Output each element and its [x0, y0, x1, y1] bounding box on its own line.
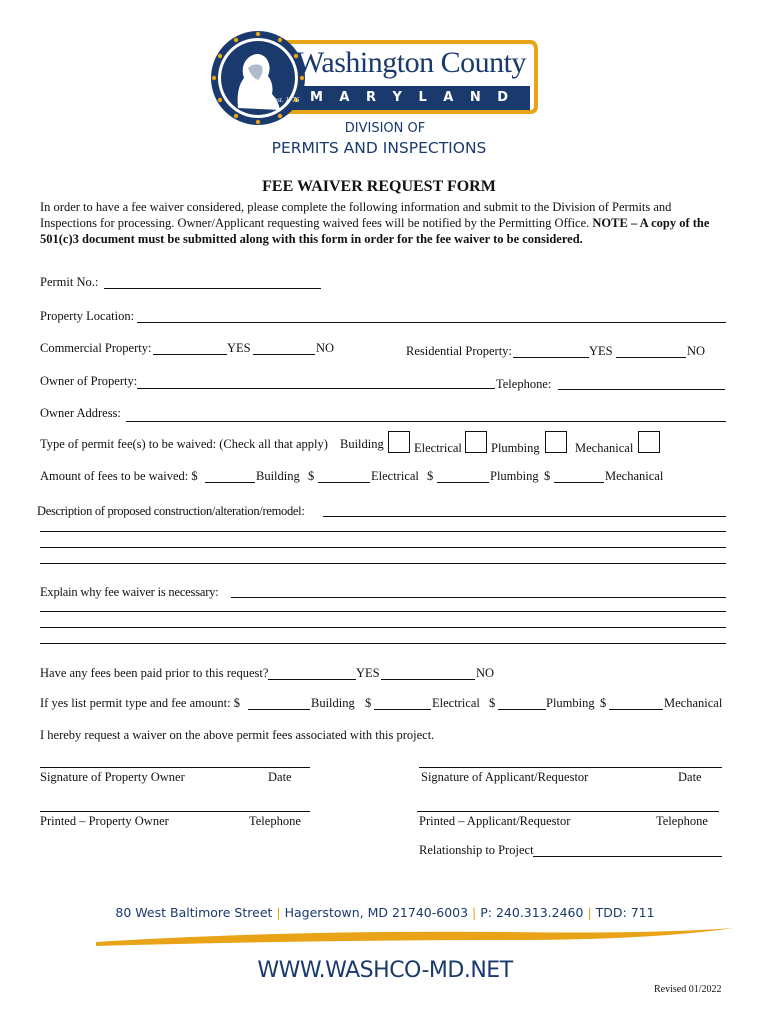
plumbing-check-label: Plumbing	[491, 441, 540, 455]
commercial-yes-field[interactable]	[153, 354, 227, 355]
building-checkbox[interactable]	[388, 431, 410, 453]
footer-separator: |	[472, 905, 477, 920]
electrical-checkbox[interactable]	[465, 431, 487, 453]
paid-prior-yes-label: YES	[356, 666, 380, 680]
paid-plumbing-label: Plumbing	[546, 696, 595, 710]
applicant-printed-field[interactable]	[417, 811, 719, 812]
amount-plumbing-label: Plumbing	[490, 469, 539, 483]
applicant-telephone-label: Telephone	[656, 814, 708, 828]
county-logo	[208, 28, 538, 128]
description-line-2[interactable]	[40, 531, 726, 532]
applicant-printed-label: Printed – Applicant/Requestor	[419, 814, 571, 828]
description-line-3[interactable]	[40, 547, 726, 548]
paid-mechanical-label: Mechanical	[664, 696, 723, 710]
explain-line-2[interactable]	[40, 611, 726, 612]
type-of-fees-label: Type of permit fee(s) to be waived: (Check all that apply)	[40, 437, 328, 451]
amount-plumbing-dollar: $	[427, 469, 434, 483]
residential-yes-label: YES	[589, 344, 613, 358]
footer-contact	[0, 905, 770, 920]
paid-prior-label: Have any fees been paid prior to this request?	[40, 666, 269, 680]
footer-address: 80 West Baltimore Street	[115, 905, 273, 920]
paid-building-label: Building	[311, 696, 355, 710]
amount-building-field[interactable]	[205, 482, 255, 483]
amount-mechanical-dollar: $	[544, 469, 551, 483]
footer-phone: P: 240.313.2460	[480, 905, 584, 920]
explain-label: Explain why fee waiver is necessary:	[40, 585, 219, 599]
paid-mechanical-dollar: $	[600, 696, 607, 710]
county-name: Washington County	[296, 46, 526, 79]
relationship-label: Relationship to Project	[419, 843, 534, 857]
amount-plumbing-field[interactable]	[437, 482, 489, 483]
svg-text:est. 1776: est. 1776	[274, 96, 300, 104]
property-location-field[interactable]	[137, 322, 726, 323]
residential-yes-field[interactable]	[513, 357, 589, 358]
intro-paragraph	[40, 199, 722, 247]
division-line2: PERMITS AND INSPECTIONS	[271, 139, 487, 157]
electrical-check-label: Electrical	[414, 441, 462, 455]
explain-line-4[interactable]	[40, 643, 726, 644]
form-title: FEE WAIVER REQUEST FORM	[262, 178, 496, 195]
amount-mechanical-field[interactable]	[554, 482, 604, 483]
if-yes-list-label: If yes list permit type and fee amount: $	[40, 696, 240, 710]
paid-plumbing-dollar: $	[489, 696, 496, 710]
paid-electrical-field[interactable]	[374, 709, 431, 710]
mechanical-check-label: Mechanical	[575, 441, 634, 455]
commercial-property-label: Commercial Property:	[40, 341, 152, 355]
paid-prior-no-label: NO	[476, 666, 495, 680]
commercial-yes-label: YES	[227, 341, 251, 355]
applicant-signature-field[interactable]	[419, 767, 722, 768]
description-label: Description of proposed construction/alteration/remodel:	[37, 504, 305, 518]
explain-line-1[interactable]	[231, 597, 726, 598]
footer-tdd: TDD: 711	[595, 905, 655, 920]
intro-text: In order to have a fee waiver considered, please complete the following information and submit to the Division of Permits and Inspections for processing. Owner/Applicant requesting waived fees will be notified by the Permitting Office.	[40, 200, 672, 230]
owner-of-property-label: Owner of Property:	[40, 374, 138, 388]
residential-no-label: NO	[687, 344, 706, 358]
paid-electrical-label: Electrical	[432, 696, 480, 710]
footer-swoosh	[90, 922, 740, 952]
residential-property-label: Residential Property:	[406, 344, 512, 358]
paid-electrical-dollar: $	[365, 696, 372, 710]
paid-prior-no-field[interactable]	[381, 679, 475, 680]
amount-electrical-dollar: $	[308, 469, 315, 483]
intro-note: NOTE – A copy of the 501(c)3 document must be submitted along with this form in order for the fee waiver to be considered.	[40, 216, 710, 246]
property-location-label: Property Location:	[40, 309, 135, 323]
applicant-date-label: Date	[678, 770, 702, 784]
description-line-4[interactable]	[40, 563, 726, 564]
amount-of-fees-label: Amount of fees to be waived: $	[40, 469, 198, 483]
owner-printed-field[interactable]	[40, 811, 310, 812]
commercial-no-label: NO	[316, 341, 335, 355]
footer-city: Hagerstown, MD 21740-6003	[284, 905, 469, 920]
request-statement: I hereby request a waiver on the above permit fees associated with this project.	[40, 728, 435, 742]
paid-building-field[interactable]	[248, 709, 310, 710]
amount-electrical-label: Electrical	[371, 469, 419, 483]
footer-separator: |	[587, 905, 592, 920]
mechanical-checkbox[interactable]	[638, 431, 660, 453]
owner-of-property-field[interactable]	[137, 388, 495, 389]
footer-website[interactable]: WWW.WASHCO-MD.NET	[257, 958, 513, 983]
revised-date: Revised 01/2022	[654, 984, 722, 995]
amount-mechanical-label: Mechanical	[605, 469, 664, 483]
owner-signature-label: Signature of Property Owner	[40, 770, 185, 784]
owner-address-field[interactable]	[126, 421, 726, 422]
division-line1: DIVISION OF	[344, 121, 426, 136]
footer-separator: |	[276, 905, 281, 920]
relationship-field[interactable]	[533, 856, 722, 857]
amount-electrical-field[interactable]	[318, 482, 370, 483]
owner-address-label: Owner Address:	[40, 406, 121, 420]
applicant-signature-label: Signature of Applicant/Requestor	[421, 770, 589, 784]
residential-no-field[interactable]	[616, 357, 686, 358]
owner-signature-field[interactable]	[40, 767, 310, 768]
building-check-label: Building	[340, 437, 384, 451]
owner-date-label: Date	[268, 770, 292, 784]
paid-prior-yes-field[interactable]	[268, 679, 356, 680]
paid-mechanical-field[interactable]	[609, 709, 663, 710]
explain-line-3[interactable]	[40, 627, 726, 628]
plumbing-checkbox[interactable]	[545, 431, 567, 453]
paid-plumbing-field[interactable]	[498, 709, 546, 710]
permit-no-field[interactable]	[104, 288, 321, 289]
state-name: M A R Y L A N D	[309, 90, 515, 105]
telephone-label: Telephone:	[496, 377, 552, 391]
amount-building-label: Building	[256, 469, 300, 483]
telephone-field[interactable]	[558, 389, 725, 390]
permit-no-label: Permit No.:	[40, 275, 99, 289]
owner-printed-label: Printed – Property Owner	[40, 814, 169, 828]
description-line-1[interactable]	[323, 516, 726, 517]
owner-telephone-label: Telephone	[249, 814, 301, 828]
commercial-no-field[interactable]	[253, 354, 315, 355]
